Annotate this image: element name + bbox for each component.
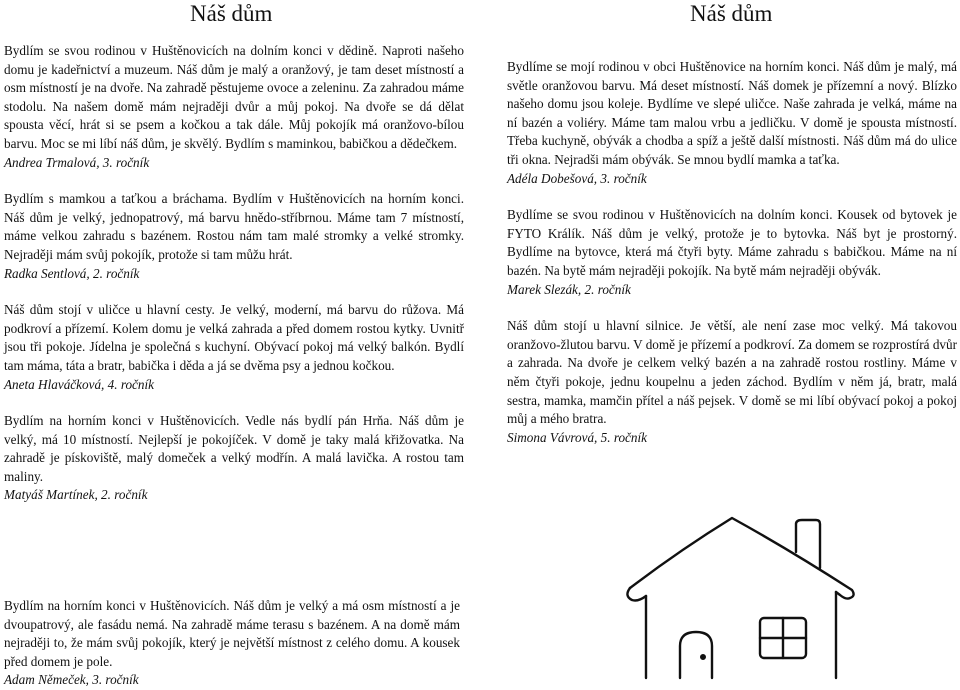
essay-text: Náš dům stojí u hlavní silnice. Je větší, ale není zase moc velký. Má takovou oranžovo-žlutou barvu. V domě je přízemí a podkroví. Za domem se rozprostírá dvůr a zahrada. Na dvoře je celkem velký bazén a na zahradě rostou rostliny. Máme v něm čtyři pokoje, jednu koupelnu a jeden záchod. Bydlím v něm já, bratr, malá sestra, mamka, mamčin přítel a náš pejsek. V domě se mi líbí obývací pokoj a pokoj můj a mého bratra. bbox=[507, 318, 957, 427]
house-icon bbox=[620, 510, 860, 685]
left-column bbox=[4, 42, 464, 523]
essay-text: Bydlím na horním konci v Huštěnovicích. Náš dům je velký a má osm místností a je dvoupatrový, ale fasádu nemá. Na zahradě máme terasu s bazénem. A na domě mám nejraději to, že mám svůj pokojík, který je největší místnost z celého domu. A kousek před domem je pole. bbox=[4, 598, 460, 669]
essay-author: Aneta Hlaváčková, 4. ročník bbox=[4, 376, 155, 392]
essay-author: Simona Vávrová, 5. ročník bbox=[507, 429, 648, 445]
essay-author: Marek Slezák, 2. ročník bbox=[507, 281, 631, 297]
essay bbox=[4, 190, 464, 283]
essay bbox=[4, 412, 464, 505]
essay-text: Bydlím se svou rodinou v Huštěnovicích na dolním konci v dědině. Naproti našeho domu je kadeřnictví a muzeum. Náš dům je malý a oranžový, je tam deset místností a osm místností je na dvoře. Na zahradě pěstujeme ovoce a zeleninu. Za zahradou máme stodolu. Na našem domě mám nejraději dvůr a můj pokoj. Na dvoře se dá dělat spousta věcí, hrát si se psem a kočkou a tak dále. Můj pokojík má oranžovo-bílou barvu. Moc se mi líbí náš dům, je skvělý. Bydlím s maminkou, babičkou a dědečkem. bbox=[4, 43, 464, 151]
essay-author: Matyáš Martínek, 2. ročník bbox=[4, 487, 148, 503]
essay-author: Adéla Dobešová, 3. ročník bbox=[507, 170, 647, 186]
essay bbox=[507, 317, 957, 447]
essay bbox=[507, 206, 957, 299]
essay-text: Bydlíme se svou rodinou v Huštěnovicích na dolním konci. Kousek od bytovek je FYTO Králík. Náš dům je velký, protože je to bytovka. Náš byt je prostorný. Bydlíme na bytovce, která má čtyři byty. Máme zahradu s babičkou. Máme na ní bazén. Na bytě mám nejraději pokojík. Na bytě mám nejraději obývák. bbox=[507, 207, 957, 278]
bottom-essay bbox=[4, 597, 460, 690]
essay-text: Bydlíme se mojí rodinou v obci Huštěnovice na horním konci. Náš dům je malý, má světle oranžovou barvu. Má deset místností. Náš domek je přízemní a nový. Blízko našeho domu jsou koleje. Bydlíme ve slepé uličce. Naše zahrada je velká, máme na ní bazén a voliéry. Máme tam malou vrbu a jedličku. V domě je spousta místností. Třeba kuchyně, obývák a chodba a spíž a ještě další místnosti. Náš dům má do ulice tři okna. Nejradši mám obývák. Se mnou bydlí mamka a taťka. bbox=[507, 59, 957, 167]
right-column bbox=[507, 58, 957, 465]
essay-author: Adam Němeček, 3. ročník bbox=[4, 672, 139, 688]
essay-author: Radka Sentlová, 2. ročník bbox=[4, 265, 140, 281]
essay-text: Bydlím na horním konci v Huštěnovicích. Vedle nás bydlí pán Hrňa. Náš dům je velký, má 10 místností. Nejlepší je pokojíček. V domě je taky malá křižovatka. Na zahradě je pískoviště, malý domeček a velký modřín. A malá lavička. A rostou tam maliny. bbox=[4, 413, 464, 484]
essay-text: Bydlím s mamkou a taťkou a bráchama. Bydlím v Huštěnovicích na horním konci. Náš dům je velký, jednopatrový, má barvu hnědo-stříbrnou. Máme tam 7 místností, máme velkou zahradu s bazénem. Rostou nám tam malé stromky a velké stromky. Nejraději mám svůj pokojík, protože si tam můžu hrát. bbox=[4, 191, 464, 262]
essay bbox=[4, 301, 464, 394]
essay bbox=[4, 42, 464, 172]
essay-author: Andrea Trmalová, 3. ročník bbox=[4, 154, 150, 170]
page-title-left: Náš dům bbox=[190, 1, 273, 26]
essay bbox=[4, 597, 460, 690]
page-title-right: Náš dům bbox=[690, 1, 773, 26]
essay bbox=[507, 58, 957, 188]
essay-text: Náš dům stojí v uličce u hlavní cesty. Je velký, moderní, má barvu do růžova. Má podkroví a přízemí. Kolem domu je velká zahrada a před domem rostou kytky. Uvnitř jsou tři pokoje. Jídelna je společná s kuchyní. Obývací pokoj má velký balkón. Bydlí tam máma, táta a bratr, babička i děda a já se dvěma psy a jednou kočkou. bbox=[4, 302, 464, 373]
